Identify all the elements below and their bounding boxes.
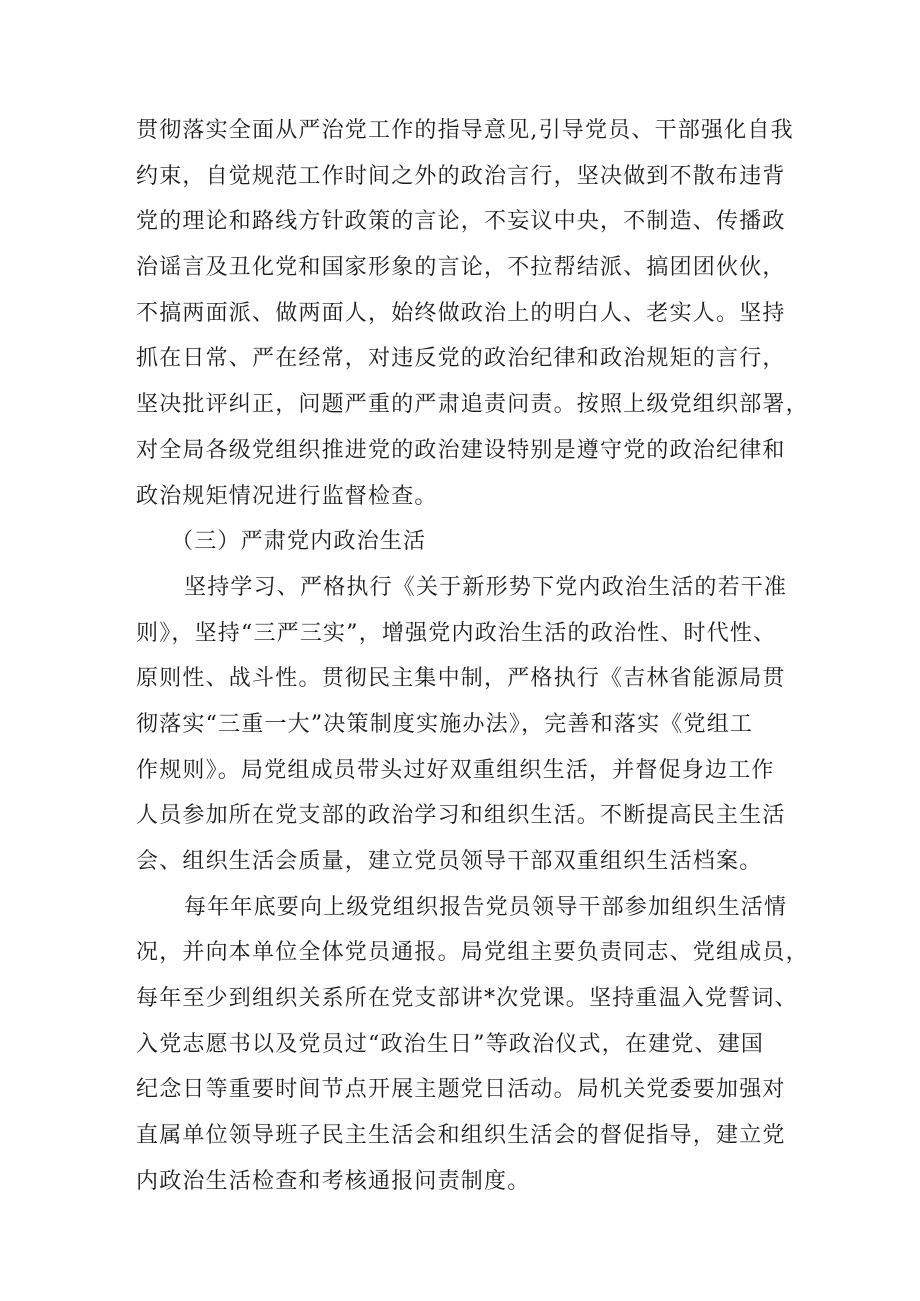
section-heading: （三）严肃党内政治生活 xyxy=(171,529,427,555)
text-line: 入党志愿书以及党员过“政治生日”等政治仪式，在建党、建国 xyxy=(136,1031,765,1057)
text-line: 直属单位领导班子民主生活会和组织生活会的督促指导，建立党 xyxy=(136,1123,786,1149)
text-line: 每年至少到组织关系所在党支部讲*次党课。坚持重温入党誓词、 xyxy=(136,986,798,1012)
text-line: 坚决批评纠正，问题严重的严肃追责问责。按照上级党组织部署， xyxy=(136,392,809,418)
text-line: 约束，自觉规范工作时间之外的政治言行，坚决做到不散布违背 xyxy=(136,163,786,189)
text-line: 作规则》。局党组成员带头过好双重组织生活，并督促身边工作 xyxy=(136,757,775,783)
text-line: 坚持学习、严格执行《关于新形势下党内政治生活的若干准 xyxy=(184,574,788,600)
text-line: 会、组织生活会质量，建立党员领导干部双重组织生活档案。 xyxy=(136,849,763,874)
text-line: 内政治生活检查和考核通报问责制度。 xyxy=(136,1168,531,1194)
text-line: 纪念日等重要时间节点开展主题党日活动。局机关党委要加强对 xyxy=(136,1077,786,1103)
text-line: 治谣言及丑化党和国家形象的言论，不拉帮结派、搞团团伙伙， xyxy=(136,255,786,281)
body-text xyxy=(136,108,809,1205)
text-line: 原则性、战斗性。贯彻民主集中制，严格执行《吉林省能源局贯 xyxy=(136,666,786,692)
text-line: 党的理论和路线方针政策的言论，不妄议中央，不制造、传播政 xyxy=(136,209,786,235)
text-line: 政治规矩情况进行监督检查。 xyxy=(136,483,438,509)
text-line: 抓在日常、严在经常，对违反党的政治纪律和政治规矩的言行， xyxy=(136,346,786,372)
text-line: 则》，坚持“三严三实”，增强党内政治生活的政治性、时代性、 xyxy=(136,620,777,646)
text-line: 每年年底要向上级党组织报告党员领导干部参加组织生活情 xyxy=(184,894,788,920)
text-line: 人员参加所在党支部的政治学习和组织生活。不断提高民主生活 xyxy=(136,803,786,829)
text-line: 不搞两面派、做两面人，始终做政治上的明白人、老实人。坚持 xyxy=(136,300,786,326)
text-line: 况，并向本单位全体党员通报。局党组主要负责同志、党组成员， xyxy=(136,940,809,966)
text-line: 对全局各级党组织推进党的政治建设特别是遵守党的政治纪律和 xyxy=(136,437,786,463)
text-line: 彻落实“三重一大”决策制度实施办法》，完善和落实《党组工 xyxy=(136,711,754,737)
text-line: 贯彻落实全面从严治党工作的指导意见,引导党员、干部强化自我 xyxy=(136,118,794,143)
